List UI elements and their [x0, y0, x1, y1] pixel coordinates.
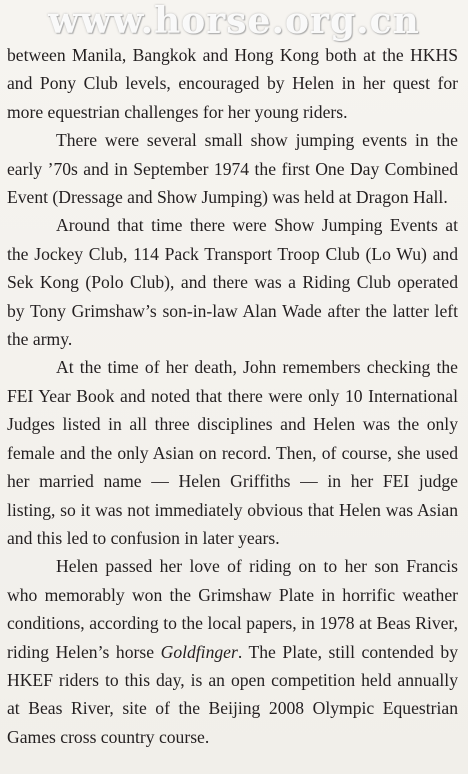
- paragraph-show-jumping-events: There were several small show jumping events in the early ’70s and in September 1974 the first One Day Combined Event (Dressage and Show Jumping) was held at Dragon Hall.: [7, 130, 458, 208]
- horse-name: Goldfinger: [160, 641, 238, 662]
- site-watermark: www.horse.org.cn: [48, 0, 420, 42]
- paragraph-continuation: between Manila, Bangkok and Hong Kong both at the HKHS and Pony Club levels, encouraged by Helen in her quest for more equestrian challenges for her young riders.: [7, 45, 458, 122]
- paragraph-text-before: Helen passed her love of riding on to her son Francis who memorably won the Grimshaw Plate in horrific weather conditions, according to the local papers, in 1978 at Beas River, riding Helen’s horse: [7, 556, 458, 662]
- paragraph-venues: Around that time there were Show Jumping Events at the Jockey Club, 114 Pack Transport Troop Club (Lo Wu) and Sek Kong (Polo Club), and there was a Riding Club operated by Tony Grimshaw’s son-in-law Alan Wade after the latter left the army.: [7, 215, 458, 350]
- article-body: [7, 41, 458, 751]
- paragraph-grimshaw-plate: [7, 552, 458, 751]
- paragraph-text-after: . The Plate, still contended by HKEF riders to this day, is an open competition held annually at Beas River, site of the Beijing 2008 Olympic Equestrian Games cross country course.: [7, 641, 459, 747]
- paragraph-fei-judges: At the time of her death, John remembers checking the FEI Year Book and noted that there were only 10 International Judges listed in all three disciplines and Helen was the only female and the only Asian on record. Then, of course, she used her married name — Helen Griffiths — in her FEI judge listing, so it was not immediately obvious that Helen was Asian and this led to confusion in later years.: [7, 357, 458, 548]
